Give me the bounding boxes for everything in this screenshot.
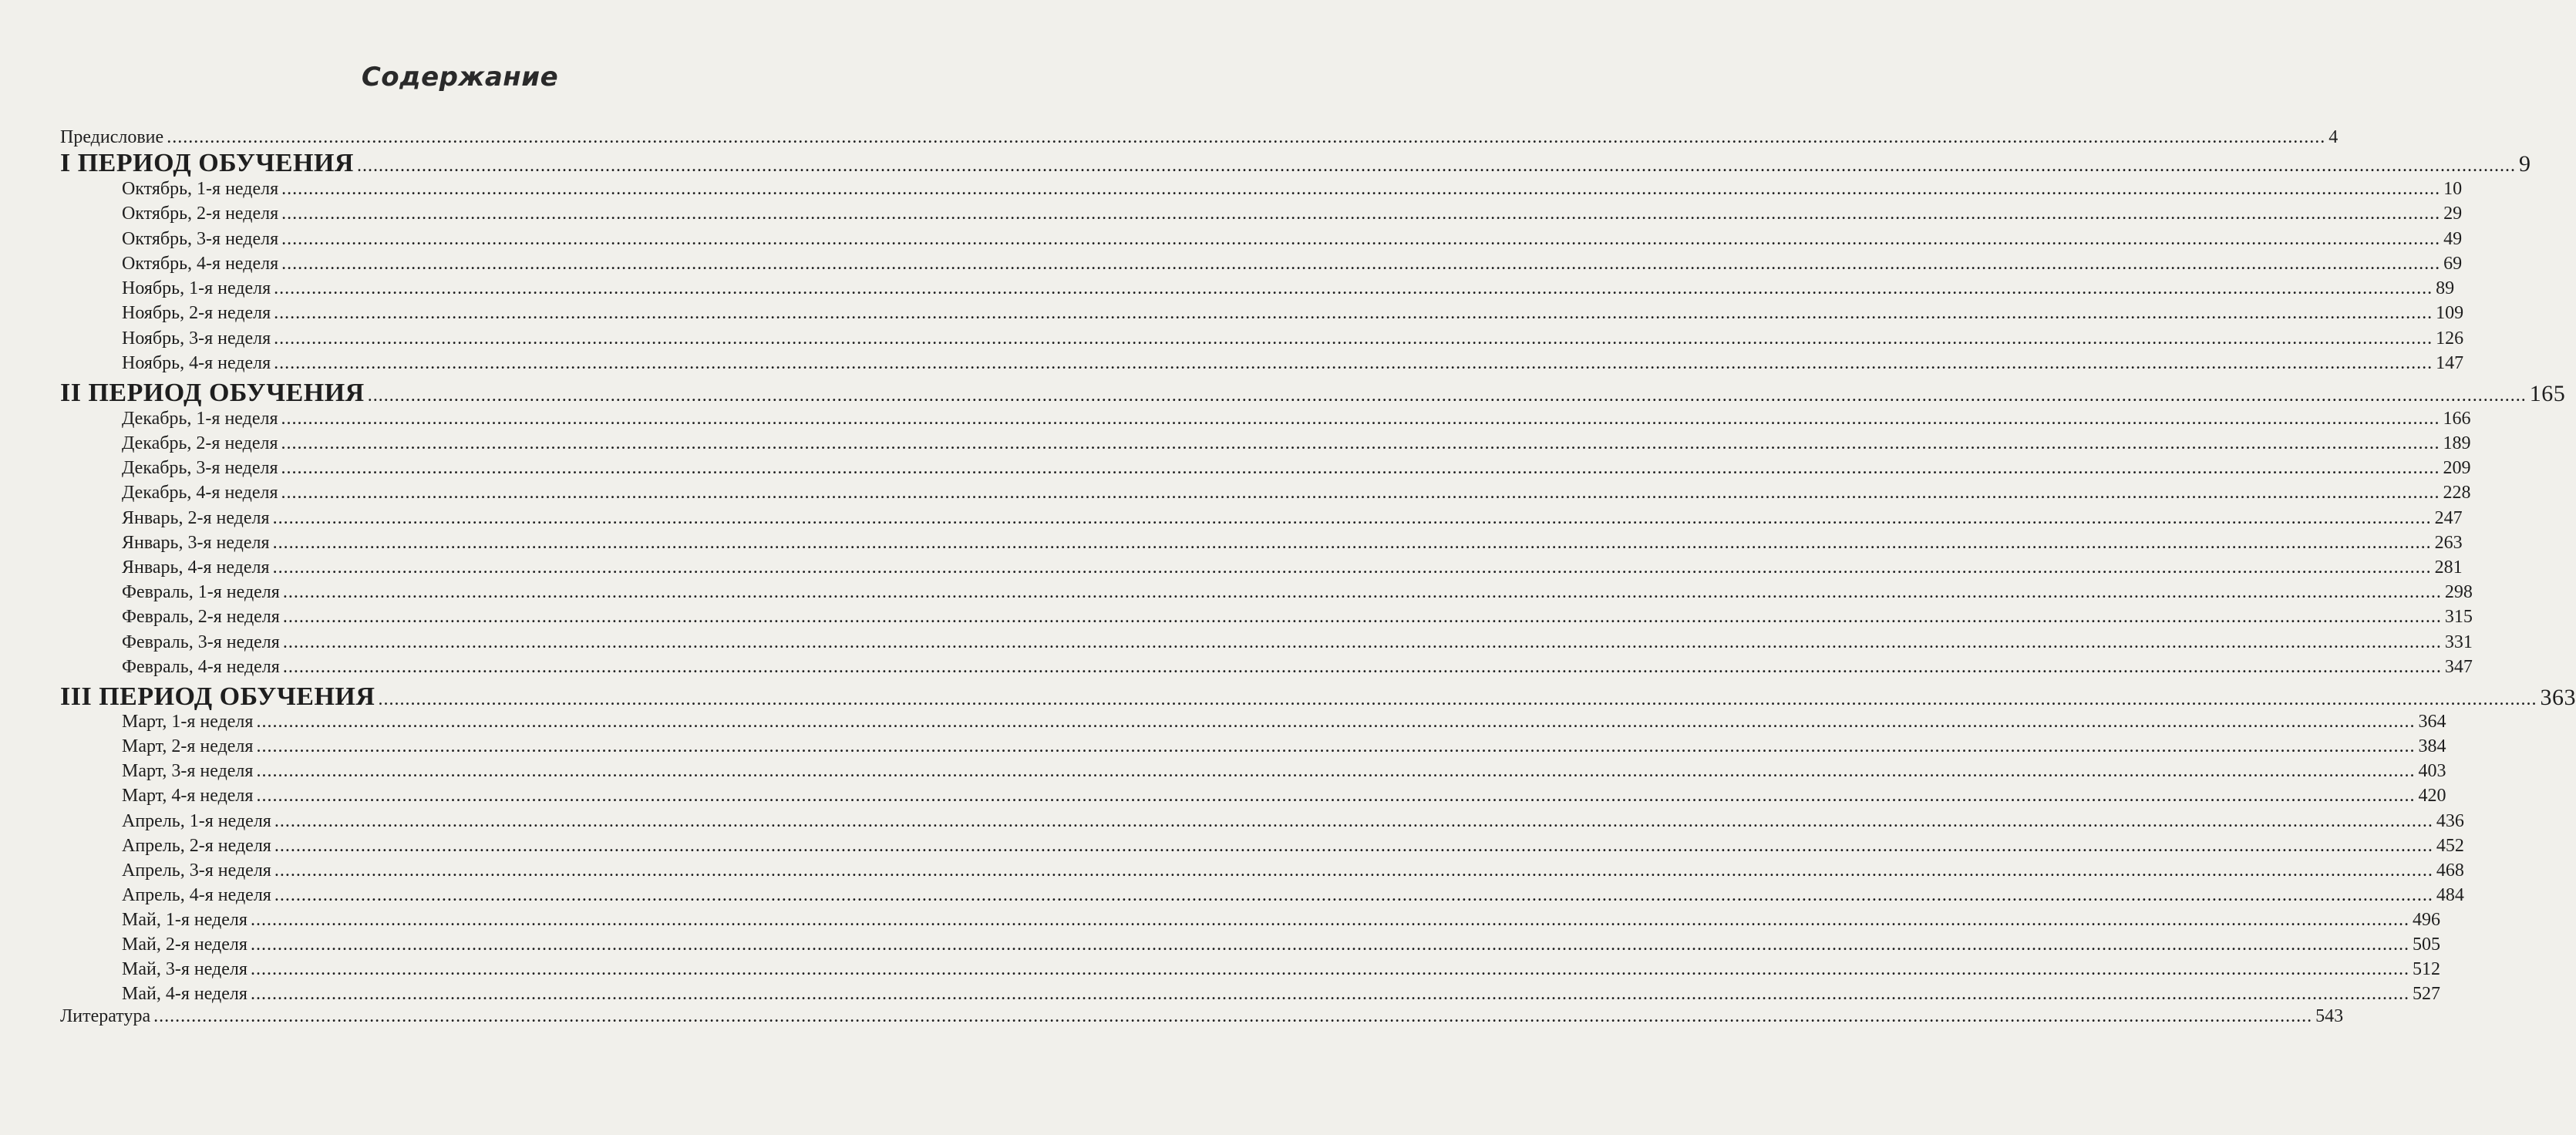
toc-page-number: 364: [2418, 712, 2446, 732]
dot-leader: ................................................................................................................................................................................................................................................................................................................................................................................................................: [274, 278, 2433, 298]
dot-leader: ................................................................................................................................................................................................................................................................................................................................................................................................................: [281, 483, 2440, 503]
toc-entry-label: Май, 3-я неделя: [122, 959, 247, 979]
toc-page-number: 512: [2412, 959, 2440, 979]
toc-week-entry: [122, 736, 2446, 757]
dot-leader: ................................................................................................................................................................................................................................................................................................................................................................................................................: [281, 254, 2441, 274]
toc-entry-label: Апрель, 1-я неделя: [122, 811, 271, 831]
toc-entry-label: Март, 1-я неделя: [122, 712, 254, 732]
toc-week-entry: [122, 353, 2464, 374]
toc-week-entry: [122, 632, 2473, 653]
toc-week-entry: [122, 204, 2463, 224]
toc-page-number: 543: [2315, 1006, 2344, 1026]
dot-leader: ................................................................................................................................................................................................................................................................................................................................................................................................................: [274, 353, 2433, 373]
toc-entry-label: Май, 2-я неделя: [122, 935, 247, 955]
toc-week-entry: [122, 557, 2463, 578]
toc-page-number: 189: [2443, 433, 2471, 453]
dot-leader: ................................................................................................................................................................................................................................................................................................................................................................................................................: [356, 156, 2516, 176]
dot-leader: ................................................................................................................................................................................................................................................................................................................................................................................................................: [282, 607, 2442, 627]
dot-leader: ................................................................................................................................................................................................................................................................................................................................................................................................................: [281, 179, 2441, 199]
toc-week-entry: [122, 328, 2464, 349]
toc-page-number: 403: [2418, 761, 2446, 781]
toc-entry-label: Декабрь, 4-я неделя: [122, 483, 278, 503]
toc-week-entry: [122, 984, 2440, 1005]
dot-leader: ................................................................................................................................................................................................................................................................................................................................................................................................................: [256, 712, 2416, 732]
toc-entry-label: Март, 2-я неделя: [122, 736, 254, 756]
dot-leader: ................................................................................................................................................................................................................................................................................................................................................................................................................: [282, 582, 2442, 602]
toc-page-number: 436: [2436, 811, 2464, 831]
toc-page-number: 384: [2418, 736, 2446, 756]
toc-entry-label: Октябрь, 3-я неделя: [122, 229, 279, 249]
toc-page-number: 452: [2436, 836, 2464, 856]
toc-week-entry: [122, 254, 2463, 274]
toc-week-entry: [122, 811, 2464, 832]
dot-leader: ................................................................................................................................................................................................................................................................................................................................................................................................................: [256, 761, 2416, 781]
toc-page-number: 29: [2443, 204, 2463, 224]
toc-entry-label: Ноябрь, 3-я неделя: [122, 328, 271, 349]
dot-leader: ................................................................................................................................................................................................................................................................................................................................................................................................................: [274, 861, 2433, 881]
toc-week-entry: [122, 836, 2464, 857]
toc-entry-label: Март, 3-я неделя: [122, 761, 254, 781]
toc-week-entry: [122, 910, 2440, 931]
toc-page-number: 505: [2412, 935, 2440, 955]
dot-leader: ................................................................................................................................................................................................................................................................................................................................................................................................................: [281, 433, 2440, 453]
toc-week-entry: [122, 458, 2471, 479]
toc-entry: [60, 1006, 2344, 1027]
toc-page-number: 298: [2444, 582, 2473, 602]
dot-leader: ................................................................................................................................................................................................................................................................................................................................................................................................................: [274, 885, 2433, 905]
dot-leader: ................................................................................................................................................................................................................................................................................................................................................................................................................: [281, 409, 2440, 429]
dot-leader: ................................................................................................................................................................................................................................................................................................................................................................................................................: [250, 910, 2409, 930]
toc-entry-label: Февраль, 3-я неделя: [122, 632, 280, 652]
toc-page-number: 496: [2412, 910, 2440, 930]
toc-section: [60, 379, 2566, 408]
toc-entry-label: Ноябрь, 4-я неделя: [122, 353, 271, 373]
toc-week-entry: [122, 433, 2471, 454]
toc-entry-label: Май, 4-я неделя: [122, 984, 247, 1004]
dot-leader: ................................................................................................................................................................................................................................................................................................................................................................................................................: [272, 557, 2432, 578]
toc-entry-label: Март, 4-я неделя: [122, 786, 254, 806]
dot-leader: ................................................................................................................................................................................................................................................................................................................................................................................................................: [274, 811, 2433, 831]
toc-page-number: 147: [2436, 353, 2464, 373]
dot-leader: ................................................................................................................................................................................................................................................................................................................................................................................................................: [256, 736, 2416, 756]
toc-page-number: 9: [2518, 151, 2531, 177]
toc-entry-label: Февраль, 4-я неделя: [122, 657, 280, 677]
toc-week-entry: [122, 657, 2473, 678]
dot-leader: ................................................................................................................................................................................................................................................................................................................................................................................................................: [274, 303, 2433, 323]
dot-leader: ................................................................................................................................................................................................................................................................................................................................................................................................................: [272, 508, 2432, 528]
toc-entry-label: Октябрь, 1-я неделя: [122, 179, 279, 199]
toc-week-entry: [122, 607, 2473, 628]
toc-week-entry: [122, 508, 2463, 529]
toc-week-entry: [122, 861, 2464, 881]
toc-page-number: 209: [2443, 458, 2471, 478]
toc-week-entry: [122, 786, 2446, 807]
toc-week-entry: [122, 959, 2440, 980]
toc-week-entry: [122, 712, 2446, 733]
toc-page-number: 420: [2418, 786, 2446, 806]
dot-leader: ................................................................................................................................................................................................................................................................................................................................................................................................................: [378, 689, 2537, 709]
toc-week-entry: [122, 761, 2446, 782]
toc-week-entry: [122, 278, 2455, 299]
toc-entry-label: Предисловие: [60, 127, 164, 147]
dot-leader: ................................................................................................................................................................................................................................................................................................................................................................................................................: [274, 836, 2433, 856]
toc-page-number: 69: [2443, 254, 2463, 274]
page-title: Содержание: [361, 62, 559, 93]
toc-page-number: 228: [2443, 483, 2471, 503]
toc-entry-label: Январь, 4-я неделя: [122, 557, 270, 578]
toc-week-entry: [122, 483, 2471, 504]
toc-page-number: 126: [2436, 328, 2464, 349]
toc-entry-label: Декабрь, 2-я неделя: [122, 433, 278, 453]
toc-entry-label: Апрель, 2-я неделя: [122, 836, 271, 856]
dot-leader: ................................................................................................................................................................................................................................................................................................................................................................................................................: [282, 657, 2442, 677]
toc-entry-label: Декабрь, 3-я неделя: [122, 458, 278, 478]
dot-leader: ................................................................................................................................................................................................................................................................................................................................................................................................................: [250, 984, 2409, 1004]
toc-section: [60, 682, 2576, 712]
toc-week-entry: [122, 303, 2464, 324]
toc-entry-label: Ноябрь, 2-я неделя: [122, 303, 271, 323]
toc-entry-label: Апрель, 3-я неделя: [122, 861, 271, 881]
toc-entry-label: Октябрь, 2-я неделя: [122, 204, 279, 224]
toc-entry-label: Октябрь, 4-я неделя: [122, 254, 279, 274]
toc-page-number: 331: [2444, 632, 2473, 652]
toc-entry-label: Январь, 2-я неделя: [122, 508, 270, 528]
dot-leader: ................................................................................................................................................................................................................................................................................................................................................................................................................: [367, 386, 2527, 406]
toc-week-entry: [122, 935, 2440, 955]
toc-page-number: 347: [2444, 657, 2473, 677]
dot-leader: ................................................................................................................................................................................................................................................................................................................................................................................................................: [281, 458, 2440, 478]
toc-week-entry: [122, 179, 2463, 200]
dot-leader: ................................................................................................................................................................................................................................................................................................................................................................................................................: [153, 1006, 2313, 1026]
dot-leader: ................................................................................................................................................................................................................................................................................................................................................................................................................: [167, 127, 2326, 147]
dot-leader: ................................................................................................................................................................................................................................................................................................................................................................................................................: [281, 229, 2441, 249]
toc-page-number: 89: [2436, 278, 2455, 298]
toc-page-number: 166: [2443, 409, 2471, 429]
toc-page-number: 109: [2436, 303, 2464, 323]
toc-week-entry: [122, 409, 2471, 429]
toc-entry-label: Литература: [60, 1006, 151, 1026]
toc-entry: [60, 127, 2339, 148]
toc-page-number: 49: [2443, 229, 2463, 249]
toc-entry-label: Январь, 3-я неделя: [122, 533, 270, 553]
toc-week-entry: [122, 229, 2463, 250]
dot-leader: ................................................................................................................................................................................................................................................................................................................................................................................................................: [256, 786, 2416, 806]
toc-section: [60, 149, 2531, 178]
dot-leader: ................................................................................................................................................................................................................................................................................................................................................................................................................: [272, 533, 2432, 553]
toc-entry-label: Апрель, 4-я неделя: [122, 885, 271, 905]
dot-leader: ................................................................................................................................................................................................................................................................................................................................................................................................................: [250, 959, 2409, 979]
toc-entry-label: Ноябрь, 1-я неделя: [122, 278, 271, 298]
toc-page-number: 165: [2529, 381, 2566, 406]
toc-entry-label: I ПЕРИОД ОБУЧЕНИЯ: [60, 149, 354, 177]
toc-entry-label: Февраль, 1-я неделя: [122, 582, 280, 602]
toc-page-number: 247: [2434, 508, 2463, 528]
toc-page-number: 527: [2412, 984, 2440, 1004]
toc-page-number: 263: [2434, 533, 2463, 553]
toc-entry-label: Декабрь, 1-я неделя: [122, 409, 278, 429]
toc-entry-label: II ПЕРИОД ОБУЧЕНИЯ: [60, 379, 365, 407]
toc-entry-label: III ПЕРИОД ОБУЧЕНИЯ: [60, 682, 375, 711]
toc-entry-label: Февраль, 2-я неделя: [122, 607, 280, 627]
dot-leader: ................................................................................................................................................................................................................................................................................................................................................................................................................: [282, 632, 2442, 652]
toc-entry-label: Май, 1-я неделя: [122, 910, 247, 930]
toc-page-number: 315: [2444, 607, 2473, 627]
toc-page-number: 484: [2436, 885, 2464, 905]
toc-week-entry: [122, 582, 2473, 603]
toc-page-number: 10: [2443, 179, 2463, 199]
toc-week-entry: [122, 533, 2463, 554]
toc-page-number: 363: [2540, 685, 2576, 710]
dot-leader: ................................................................................................................................................................................................................................................................................................................................................................................................................: [274, 328, 2433, 349]
dot-leader: ................................................................................................................................................................................................................................................................................................................................................................................................................: [250, 935, 2409, 955]
toc-page-number: 468: [2436, 861, 2464, 881]
toc-page-number: 4: [2329, 127, 2339, 147]
dot-leader: ................................................................................................................................................................................................................................................................................................................................................................................................................: [281, 204, 2441, 224]
toc-page-number: 281: [2434, 557, 2463, 578]
toc-week-entry: [122, 885, 2464, 906]
